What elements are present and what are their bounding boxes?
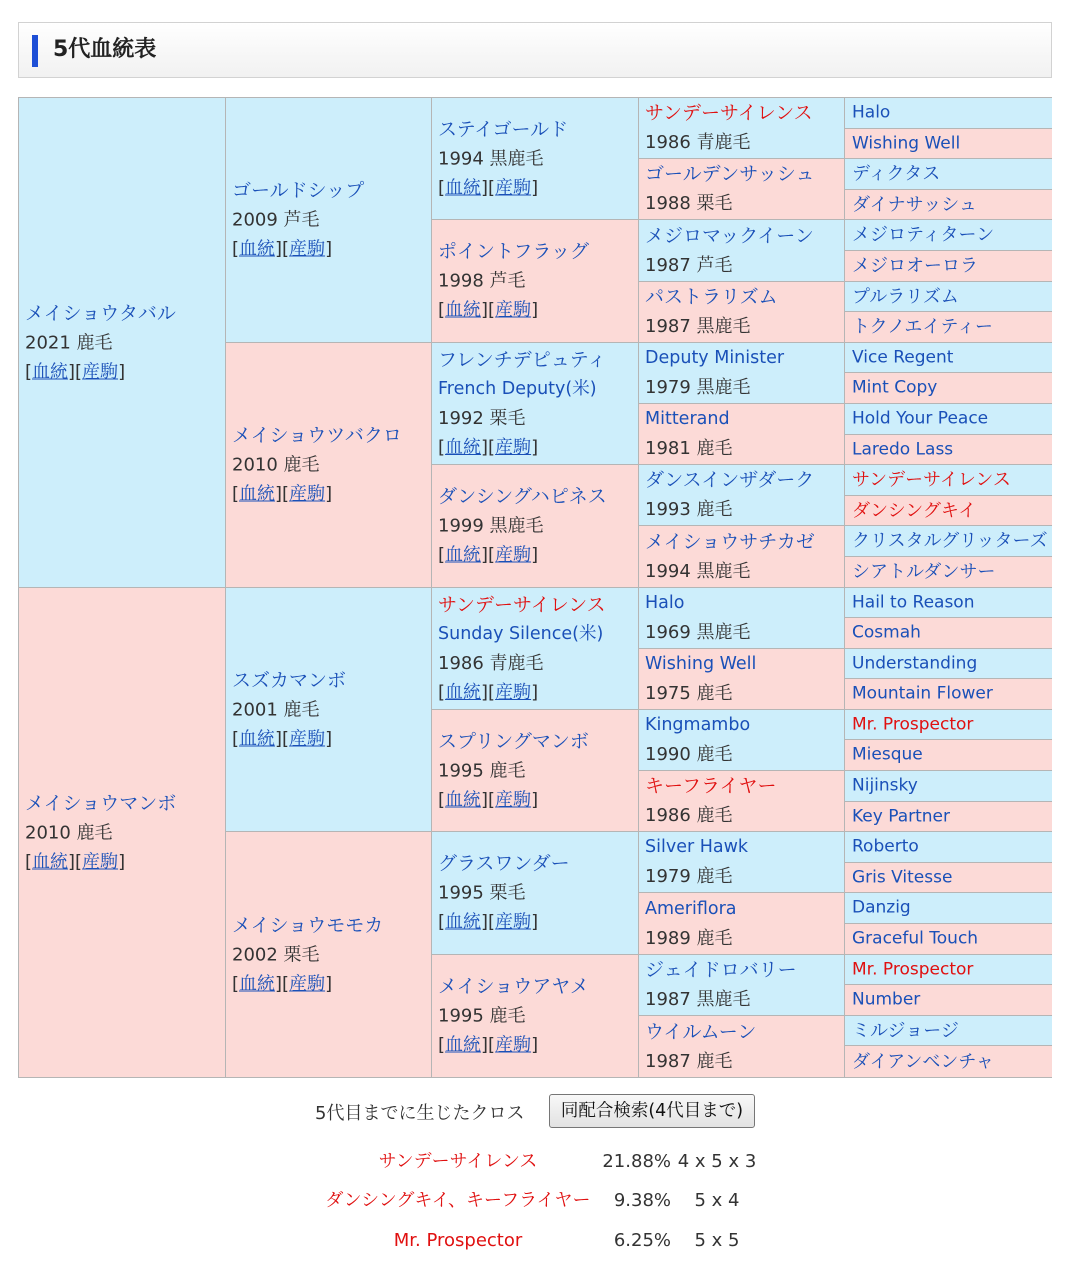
horse-birth-coat: 2010 鹿毛 — [232, 454, 320, 476]
pedigree-cell-gen3 — [432, 588, 639, 710]
offspring-link[interactable]: 産駒 — [495, 544, 532, 566]
horse-links: [血統][産駒] — [232, 238, 333, 260]
cross-pattern: 5 x 5 — [694, 1230, 740, 1251]
pedigree-cell-gen2 — [226, 98, 432, 343]
horse-name-link[interactable]: Mr. Prospector — [852, 959, 974, 979]
horse-birth-coat: 1990 鹿毛 — [645, 744, 733, 765]
cross-horse-name[interactable]: ダンシングキイ、キーフライヤー — [325, 1190, 591, 1211]
pedigree-cell-gen5 — [845, 924, 1052, 955]
horse-birth-coat: 1998 芦毛 — [438, 270, 526, 292]
horse-entry — [852, 253, 1048, 280]
horse-entry — [852, 191, 1048, 218]
horse-links: [血統][産駒] — [25, 361, 126, 382]
horse-name-link[interactable]: フレンチデピュティ — [438, 348, 607, 371]
pedigree-cell-gen4 — [639, 771, 845, 832]
horse-name-link[interactable]: メイショウアヤメ — [438, 975, 589, 998]
pedigree-cell-gen5 — [845, 312, 1052, 343]
horse-entry — [852, 1048, 1048, 1075]
horse-entry — [852, 467, 1048, 494]
pedigree-cell-gen5 — [845, 220, 1052, 251]
horse-entry — [852, 895, 1048, 922]
horse-name-link[interactable]: Key Partner — [852, 806, 951, 826]
horse-birth-coat: 2009 芦毛 — [232, 209, 320, 231]
header-accent-bar — [32, 35, 38, 67]
horse-name-link[interactable]: ゴールドシップ — [232, 179, 365, 202]
horse-birth-coat: 1987 芦毛 — [645, 254, 733, 276]
pedigree-cell-gen5 — [845, 343, 1052, 373]
horse-entry — [645, 405, 840, 463]
cross-pattern: 4 x 5 x 3 — [677, 1151, 757, 1172]
horse-entry — [438, 115, 634, 202]
pedigree-cell-gen4 — [639, 526, 845, 588]
horse-birth-coat: 1992 栗毛 — [438, 407, 526, 429]
horse-entry — [645, 833, 840, 891]
pedigree-cell-gen5 — [845, 893, 1052, 924]
horse-links: [血統][産駒] — [438, 436, 539, 458]
horse-name-link[interactable]: Miesque — [852, 744, 923, 765]
horse-name-link[interactable]: メイショウサチカゼ — [645, 530, 815, 553]
pedigree-cell-gen3 — [432, 710, 639, 832]
pedigree-cell-gen5 — [845, 435, 1052, 465]
cross-percent: 21.88% — [602, 1151, 671, 1172]
pedigree-cell-gen2 — [226, 588, 432, 832]
horse-name-link[interactable]: ジェイドロバリー — [645, 959, 797, 981]
horse-name-link[interactable]: メイショウモモカ — [232, 914, 384, 936]
pedigree-cell-gen4 — [639, 343, 845, 404]
horse-entry — [645, 466, 840, 524]
horse-entry — [645, 99, 840, 157]
horse-name-link[interactable]: スプリングマンボ — [438, 730, 589, 752]
pedigree-cell-gen3 — [432, 220, 639, 343]
pedigree-cell-gen4 — [639, 588, 845, 649]
horse-entry — [852, 1017, 1048, 1044]
horse-name-link[interactable]: Silver Hawk — [645, 837, 749, 857]
horse-entry — [25, 299, 221, 386]
horse-entry — [645, 895, 840, 953]
pedigree-cell-gen4 — [639, 893, 845, 955]
cross-percent: 6.25% — [613, 1230, 671, 1251]
horse-name-link[interactable]: Laredo Lass — [852, 439, 954, 459]
horse-name-link[interactable]: メイショウツバクロ — [232, 424, 402, 447]
pedigree-link[interactable]: 血統 — [445, 299, 482, 321]
horse-birth-coat: 1987 黒鹿毛 — [645, 989, 751, 1010]
horse-name-link[interactable]: サンデーサイレンス — [438, 593, 606, 616]
horse-name-link[interactable]: Mint Copy — [852, 377, 938, 398]
horse-name-link[interactable]: キーフライヤー — [645, 775, 777, 797]
pedigree-cell-gen5 — [845, 1016, 1052, 1046]
horse-name-link[interactable]: Kingmambo — [645, 715, 751, 735]
offspring-link[interactable]: 産駒 — [495, 299, 532, 321]
horse-name-link[interactable]: Danzig — [852, 897, 911, 918]
horse-entry — [645, 711, 840, 769]
pedigree-cell-gen4 — [639, 159, 845, 220]
horse-entry — [852, 620, 1048, 647]
horse-name-link[interactable]: Hold Your Peace — [852, 408, 989, 429]
horse-name-link[interactable]: Halo — [852, 102, 891, 123]
cross-row — [0, 1148, 1078, 1176]
pedigree-cell-gen5 — [845, 863, 1052, 893]
pedigree-cell-gen5 — [845, 710, 1052, 740]
horse-birth-coat: 1986 青鹿毛 — [438, 652, 544, 674]
horse-entry — [852, 161, 1048, 188]
pedigree-cell-gen5 — [845, 802, 1052, 832]
offspring-link[interactable]: 産駒 — [495, 436, 532, 458]
pedigree-cell-gen1 — [19, 588, 226, 1077]
horse-name-link[interactable]: シアトルダンサー — [852, 561, 996, 583]
horse-name-link[interactable]: グラスワンダー — [438, 852, 570, 875]
horse-entry — [852, 528, 1048, 555]
pedigree-cell-gen4 — [639, 220, 845, 282]
horse-links: [血統][産駒] — [438, 1034, 539, 1056]
horse-name-link[interactable]: Halo — [645, 593, 685, 613]
pedigree-cell-gen5 — [845, 465, 1052, 496]
cross-pattern: 5 x 4 — [694, 1190, 740, 1211]
pedigree-cell-gen5 — [845, 373, 1052, 404]
horse-entry — [852, 742, 1048, 769]
horse-entry — [438, 483, 634, 570]
horse-entry — [852, 436, 1048, 463]
pedigree-cell-gen5 — [845, 832, 1052, 863]
horse-name-link[interactable]: トクノエイティー — [852, 316, 993, 338]
horse-entry — [852, 773, 1048, 800]
horse-entry — [852, 803, 1048, 830]
offspring-link[interactable]: 産駒 — [289, 728, 326, 749]
horse-birth-coat: 1981 鹿毛 — [645, 438, 733, 459]
pedigree-cell-gen5 — [845, 496, 1052, 526]
pedigree-cell-gen5 — [845, 955, 1052, 985]
offspring-link[interactable]: 産駒 — [289, 973, 326, 994]
offspring-link[interactable]: 産駒 — [495, 1034, 532, 1056]
horse-name-link[interactable]: ディクタス — [852, 163, 941, 185]
horse-name-link[interactable]: Mountain Flower — [852, 683, 993, 704]
horse-entry — [438, 850, 634, 937]
pedigree-cell-gen4 — [639, 649, 845, 710]
horse-entry — [438, 727, 634, 814]
pedigree-link[interactable]: 血統 — [445, 436, 482, 458]
horse-entry — [645, 650, 840, 708]
horse-entry — [25, 789, 221, 876]
pedigree-cell-gen5 — [845, 190, 1052, 220]
pedigree-link[interactable]: 血統 — [239, 973, 276, 994]
offspring-link[interactable]: 産駒 — [495, 911, 532, 933]
horse-name-link[interactable]: ダンシングキイ — [852, 500, 977, 521]
horse-name-link[interactable]: Ameriflora — [645, 898, 737, 919]
horse-entry — [645, 528, 840, 586]
pedigree-cell-gen5 — [845, 282, 1052, 312]
pedigree-cell-gen5 — [845, 129, 1052, 159]
pedigree-link[interactable]: 血統 — [32, 851, 69, 872]
horse-name-link[interactable]: Understanding — [852, 653, 978, 673]
horse-name-link[interactable]: Mr. Prospector — [852, 714, 974, 734]
horse-entry — [232, 911, 427, 998]
pedigree-cell-gen5 — [845, 985, 1052, 1016]
offspring-link[interactable]: 産駒 — [495, 681, 532, 703]
pedigree-cell-gen5 — [845, 557, 1052, 588]
horse-birth-coat: 1988 栗毛 — [645, 193, 733, 214]
horse-name-link[interactable]: プルラリズム — [852, 286, 959, 307]
horse-links: [血統][産駒] — [438, 544, 539, 566]
pedigree-link[interactable]: 血統 — [445, 1034, 482, 1056]
horse-links: [血統][産駒] — [438, 681, 539, 703]
pedigree-cell-gen5 — [845, 771, 1052, 802]
horse-entry — [645, 1018, 840, 1076]
horse-links: [血統][産駒] — [438, 177, 539, 198]
horse-name-link[interactable]: Cosmah — [852, 622, 921, 643]
horse-birth-coat: 2002 栗毛 — [232, 944, 320, 965]
horse-links: [血統][産駒] — [232, 483, 333, 505]
horse-name-link[interactable]: Wishing Well — [852, 133, 961, 153]
horse-birth-coat: 2010 鹿毛 — [25, 822, 113, 843]
page-title: 5代血統表 — [53, 37, 157, 62]
pedigree-cell-gen3 — [432, 955, 639, 1077]
horse-entry — [852, 497, 1048, 524]
horse-name-link[interactable]: スズカマンボ — [232, 669, 347, 691]
horse-name-link[interactable]: Hail to Reason — [852, 592, 975, 612]
horse-foreign-name[interactable]: French Deputy(米) — [438, 378, 597, 399]
horse-entry — [438, 591, 634, 707]
horse-entry — [438, 238, 634, 325]
horse-birth-coat: 1995 栗毛 — [438, 882, 526, 904]
cross-section-header — [0, 1094, 1078, 1130]
pedigree-cell-gen4 — [639, 832, 845, 893]
horse-links: [血統][産駒] — [438, 789, 539, 810]
pedigree-link[interactable]: 血統 — [445, 789, 482, 810]
horse-name-link[interactable]: メイショウマンボ — [25, 792, 177, 814]
pedigree-cell-gen5 — [845, 251, 1052, 282]
offspring-link[interactable]: 産駒 — [495, 177, 532, 198]
horse-name-link[interactable]: メジロティターン — [852, 224, 995, 246]
pedigree-cell-gen2 — [226, 343, 432, 588]
pedigree-table — [18, 97, 1052, 1078]
pedigree-cell-gen5 — [845, 159, 1052, 190]
pedigree-cell-gen5 — [845, 740, 1052, 771]
horse-entry — [852, 650, 1048, 677]
pedigree-cell-gen2 — [226, 832, 432, 1077]
horse-entry — [852, 711, 1048, 738]
horse-entry — [232, 177, 427, 264]
pedigree-cell-gen4 — [639, 282, 845, 343]
horse-birth-coat: 1993 鹿毛 — [645, 499, 733, 520]
horse-birth-coat: 1979 黒鹿毛 — [645, 377, 751, 398]
horse-name-link[interactable]: ポイントフラッグ — [438, 240, 590, 263]
horse-birth-coat: 2001 鹿毛 — [232, 699, 320, 720]
pedigree-cell-gen4 — [639, 710, 845, 771]
pedigree-cell-gen5 — [845, 649, 1052, 679]
horse-name-link[interactable]: Deputy Minister — [645, 348, 785, 368]
pedigree-cell-gen5 — [845, 679, 1052, 710]
cross-row — [0, 1227, 1078, 1255]
cross-row — [0, 1187, 1078, 1215]
horse-foreign-name[interactable]: Sunday Silence(米) — [438, 623, 604, 644]
horse-links: [血統][産駒] — [232, 728, 333, 749]
horse-birth-coat: 1979 鹿毛 — [645, 866, 733, 887]
horse-name-link[interactable]: クリスタルグリッターズ — [852, 530, 1048, 552]
same-mating-search-button[interactable]: 同配合検索(4代目まで) — [549, 1094, 755, 1128]
horse-name-link[interactable]: Graceful Touch — [852, 928, 979, 949]
pedigree-cell-gen4 — [639, 465, 845, 526]
horse-entry — [852, 130, 1048, 157]
pedigree-cell-gen4 — [639, 955, 845, 1016]
horse-name-link[interactable]: サンデーサイレンス — [645, 102, 813, 124]
horse-entry — [852, 283, 1048, 310]
horse-entry — [852, 344, 1048, 371]
pedigree-cell-gen4 — [639, 1016, 845, 1077]
pedigree-cell-gen5 — [845, 1046, 1052, 1077]
horse-name-link[interactable]: Roberto — [852, 836, 919, 857]
horse-entry — [852, 100, 1048, 127]
cross-percent: 9.38% — [613, 1190, 671, 1211]
horse-name-link[interactable]: パストラリズム — [645, 286, 778, 308]
horse-entry — [232, 422, 427, 509]
pedigree-cell-gen4 — [639, 404, 845, 465]
pedigree-link[interactable]: 血統 — [445, 177, 482, 198]
horse-entry — [438, 346, 634, 462]
horse-entry — [852, 834, 1048, 861]
horse-name-link[interactable]: Mitterand — [645, 409, 730, 429]
horse-links: [血統][産駒] — [25, 851, 126, 872]
horse-birth-coat: 1987 鹿毛 — [645, 1050, 733, 1072]
horse-entry — [852, 926, 1048, 953]
offspring-link[interactable]: 産駒 — [289, 238, 326, 260]
horse-entry — [232, 666, 427, 753]
pedigree-link[interactable]: 血統 — [239, 728, 276, 749]
horse-birth-coat: 2021 鹿毛 — [25, 332, 113, 353]
horse-entry — [852, 589, 1048, 616]
pedigree-link[interactable]: 血統 — [32, 361, 69, 382]
horse-birth-coat: 1995 鹿毛 — [438, 760, 526, 781]
horse-name-link[interactable]: Wishing Well — [645, 654, 757, 674]
horse-birth-coat: 1975 鹿毛 — [645, 683, 733, 704]
horse-birth-coat: 1995 鹿毛 — [438, 1005, 526, 1027]
horse-links: [血統][産駒] — [438, 911, 539, 933]
pedigree-cell-gen3 — [432, 98, 639, 220]
pedigree-link[interactable]: 血統 — [445, 911, 482, 933]
horse-entry — [852, 681, 1048, 708]
horse-name-link[interactable]: ゴールデンサッシュ — [645, 163, 815, 185]
horse-name-link[interactable]: ダンスインザダーク — [645, 469, 815, 491]
horse-entry — [852, 222, 1048, 249]
horse-entry — [852, 956, 1048, 983]
pedigree-cell-gen5 — [845, 618, 1052, 649]
cross-horse-name[interactable]: Mr. Prospector — [393, 1230, 523, 1251]
horse-birth-coat: 1989 鹿毛 — [645, 927, 733, 949]
horse-entry — [645, 344, 840, 402]
pedigree-link[interactable]: 血統 — [239, 238, 276, 260]
pedigree-link[interactable]: 血統 — [445, 544, 482, 566]
horse-entry — [645, 589, 840, 647]
offspring-link[interactable]: 産駒 — [82, 851, 119, 872]
horse-entry — [645, 956, 840, 1014]
horse-name-link[interactable]: Number — [852, 989, 921, 1010]
horse-birth-coat: 1994 黒鹿毛 — [438, 148, 544, 169]
horse-entry — [852, 406, 1048, 433]
horse-links: [血統][産駒] — [232, 973, 333, 994]
horse-name-link[interactable]: Gris Vitesse — [852, 867, 953, 887]
horse-birth-coat: 1986 青鹿毛 — [645, 132, 751, 153]
horse-birth-coat: 1987 黒鹿毛 — [645, 316, 751, 337]
offspring-link[interactable]: 産駒 — [495, 789, 532, 810]
horse-name-link[interactable]: メジロオーロラ — [852, 255, 978, 277]
horse-entry — [852, 864, 1048, 891]
cross-label: 5代目までに生じたクロス — [315, 1103, 525, 1124]
horse-entry — [438, 973, 634, 1060]
horse-entry — [852, 314, 1048, 341]
cross-horse-name[interactable]: サンデーサイレンス — [378, 1151, 538, 1172]
offspring-link[interactable]: 産駒 — [289, 483, 326, 505]
horse-name-link[interactable]: Vice Regent — [852, 347, 954, 367]
horse-name-link[interactable]: メイショウタバル — [25, 302, 176, 324]
horse-name-link[interactable]: ダイナサッシュ — [852, 194, 977, 215]
horse-name-link[interactable]: ダンシングハピネス — [438, 485, 607, 508]
horse-name-link[interactable]: Nijinsky — [852, 775, 918, 796]
horse-birth-coat: 1969 黒鹿毛 — [645, 622, 751, 643]
pedigree-cell-gen3 — [432, 832, 639, 955]
offspring-link[interactable]: 産駒 — [82, 361, 119, 382]
pedigree-cell-gen3 — [432, 465, 639, 588]
horse-entry — [645, 772, 840, 830]
pedigree-cell-gen5 — [845, 588, 1052, 618]
pedigree-cell-gen5 — [845, 98, 1052, 129]
horse-entry — [645, 283, 840, 341]
horse-entry — [645, 222, 840, 280]
horse-birth-coat: 1986 鹿毛 — [645, 805, 733, 826]
horse-entry — [645, 160, 840, 218]
pedigree-link[interactable]: 血統 — [445, 681, 482, 703]
pedigree-cell-gen5 — [845, 404, 1052, 435]
pedigree-link[interactable]: 血統 — [239, 483, 276, 505]
horse-birth-coat: 1999 黒鹿毛 — [438, 515, 544, 537]
section-header — [18, 22, 1052, 78]
pedigree-cell-gen4 — [639, 98, 845, 159]
horse-entry — [852, 375, 1048, 402]
horse-entry — [852, 559, 1048, 586]
horse-birth-coat: 1994 黒鹿毛 — [645, 560, 751, 582]
horse-name-link[interactable]: ミルジョージ — [852, 1020, 959, 1041]
horse-name-link[interactable]: ダイアンベンチャ — [852, 1051, 994, 1072]
horse-name-link[interactable]: ウイルムーン — [645, 1020, 757, 1043]
pedigree-cell-gen1 — [19, 98, 226, 588]
horse-name-link[interactable]: ステイゴールド — [438, 118, 569, 140]
pedigree-cell-gen3 — [432, 343, 639, 465]
horse-links: [血統][産駒] — [438, 299, 539, 321]
horse-name-link[interactable]: サンデーサイレンス — [852, 469, 1011, 491]
horse-name-link[interactable]: メジロマックイーン — [645, 224, 814, 247]
pedigree-cell-gen5 — [845, 526, 1052, 557]
horse-entry — [852, 987, 1048, 1014]
